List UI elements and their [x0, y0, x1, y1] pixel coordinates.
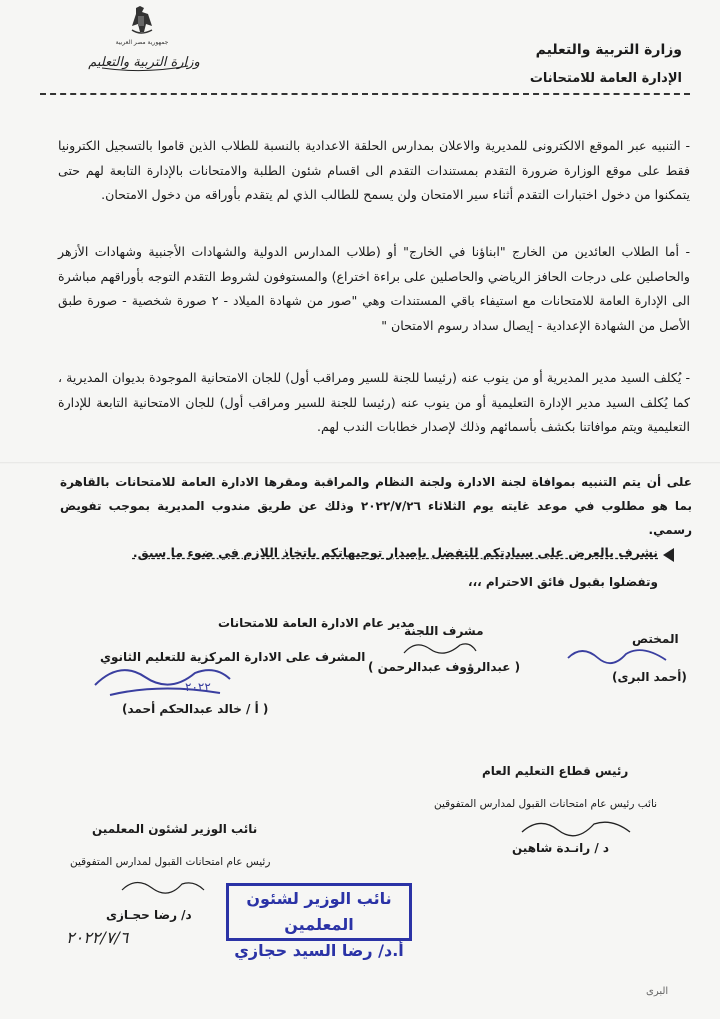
specialist-name: (أحمد البرى) [612, 670, 687, 684]
pointer-arrow-icon [663, 548, 674, 562]
stamp-line-1: نائب الوزير لشئون المعلمين [246, 889, 392, 934]
sector-head-subtitle: نائب رئيس عام امتحانات القبول لمدارس المتفوقين [434, 798, 658, 810]
closing-regards: وتفضلوا بقبول فائق الاحترام ،،، [468, 575, 658, 589]
committee-signature-icon [400, 635, 480, 661]
specialist-title: المختص [632, 632, 679, 646]
committee-title: مشرف اللجنة [404, 624, 484, 638]
supervisor-title: المشرف على الادارة المركزية للتعليم الثانوي [100, 650, 366, 664]
supervisor-name: ( أ / خالد عبدالحكم أحمد) [122, 702, 269, 716]
header-divider [40, 93, 690, 95]
gm-title: مدير عام الادارة العامة للامتحانات [218, 616, 415, 630]
sector-head-signature-icon [516, 808, 636, 844]
deputy-subtitle: رئيس عام امتحانات القبول لمدارس المتفوقين [70, 856, 271, 868]
supervisor-signature-icon [90, 655, 240, 705]
footer-initials: البرى [646, 986, 669, 997]
official-stamp [226, 883, 412, 960]
sector-head-name: د / رانـدة شاهين [512, 841, 610, 855]
paragraph-registration-notice: - التنبيه عبر الموقع الالكترونى للمديرية والاعلان بمدارس الحلقة الاعدادية بالنسبة للطلاب الذين قاموا بالتسجيل الكترونيا فقط على موقع الوزارة ضرورة التقدم بمستندات التقدم الى اقسام شئون الطلبة والامتحانات بالإدارة التابعة لهم حتى يتمكنوا من دخول اختبارات التقدم أثناء سير الامتحان ولن يسمح للطالب الذي لم يتقدم بأوراقه من دخول الامتحان. [58, 138, 690, 202]
ministry-name: وزارة التربية والتعليم [535, 42, 682, 58]
request-line: نشرف بالعرض على سيادتكم للتفضل بإصدار توجيهاتكم باتخاذ اللازم في ضوء ما سبق. [132, 545, 658, 560]
administration-name: الإدارة العامة للامتحانات [529, 71, 682, 86]
deputy-signature-icon [118, 872, 208, 900]
paragraph-returning-students: - أما الطلاب العائدين من الخارج "ابناؤنا في الخارج" أو (طلاب المدارس الدولية والشهادات الأجنبية وشهادات الأزهر والحاصلين على درجات الحافز الرياضي والحاصلين على براءة اختراع) والمستوفون لشروط التقدم التوجه بأوراقهم مباشرة الى الإدارة العامة للامتحانات مع استيفاء باقي المستندات وهي "صور من شهادة الميلاد - ٢ صورة شخصية - صورة طبق الأصل من الشهادة الإعدادية - إيصال سداد رسوم الامتحان " [58, 244, 690, 333]
handwritten-date: ٢٠٢٢/٧/٦ [66, 928, 129, 947]
stamp-line-2: أ.د/ رضا السيد حجازي [234, 941, 404, 960]
deputy-name: د/ رضا حجـازى [106, 908, 192, 922]
ministry-logo [88, 4, 200, 76]
supervisor-signature-date: ٢٠٢٢ [185, 680, 211, 694]
logo-text: وزارة التربية والتعليم [88, 55, 200, 70]
eagle-emblem-icon [88, 4, 200, 76]
deputy-title: نائب الوزير لشئون المعلمين [92, 822, 258, 836]
logo-top-text: جمهورية مصر العربية [115, 39, 169, 46]
sector-head-title: رئيس قطاع التعليم العام [482, 764, 629, 778]
paragraph-committee-heads: - يُكلف السيد مدير المديرية أو من ينوب عنه (رئيسا للجنة للسير ومراقب أول) للجان الامتحانية الموجودة بديوان المديرية ، كما يُكلف السيد مدير الإدارة التعليمية أو من ينوب عنه (رئيسا للجنة للسير ومراقب أول) للجان الامتحانية التابعة للإدارة التعليمية ويتم موافاتنا بكشف بأسمائهم وذلك لإصدار خطابات الندب لهم. [58, 370, 690, 434]
paragraph-deadline: على أن يتم التنبيه بموافاة لجنة الادارة ولجنة النظام والمراقبة ومقرها الادارة العامة للامتحانات بالقاهرة بما هو مطلوب في موعد غايته يوم الثلاثاء ٢٠٢٢/٧/٢٦ وذلك عن طريق مندوب المديرية بموجب تفويض رسمي. [60, 475, 692, 537]
committee-name: ( عبدالرؤوف عبدالرحمن ) [368, 660, 521, 674]
page-fold-line [0, 462, 720, 464]
